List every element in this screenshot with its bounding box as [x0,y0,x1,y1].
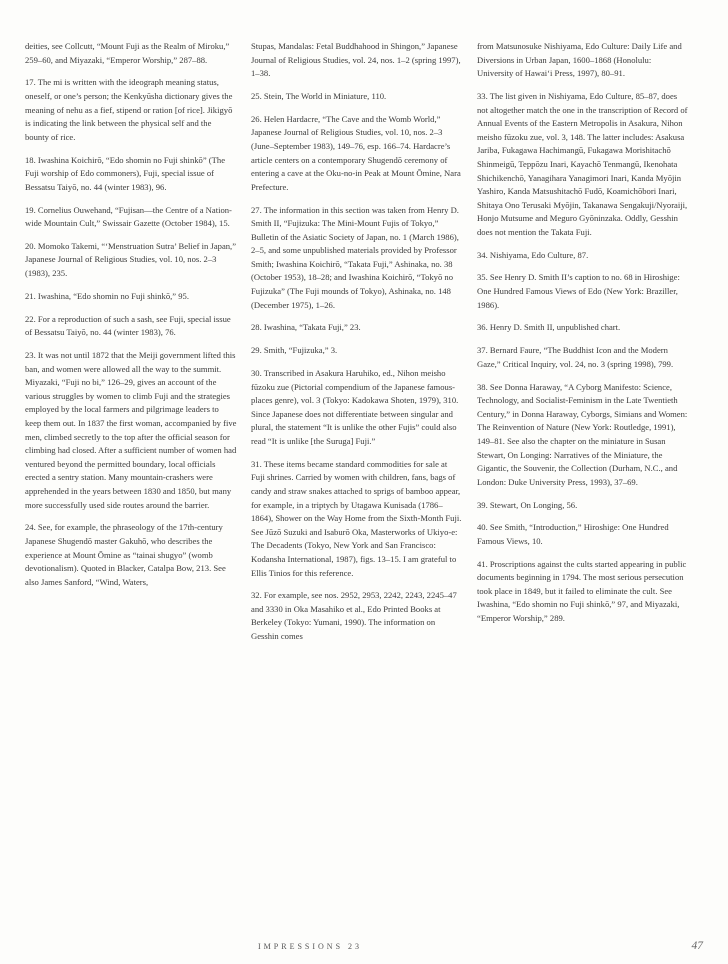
endnote: 21. Iwashina, “Edo shomin no Fuji shinkō,” 95. [25,290,189,301]
endnote: 27. The information in this section was taken from Henry D. Smith II, “Fujizuka: The Mini-Mount Fujis of Tokyo,” Bulletin of the Asiatic Society of Japan, no. 1 (March 1986), 2–5, and some unpublished materials provided by Professor Smith; Iwashina Koichirō, “Takata Fuji,” Ashinaka, no. 38 (October 1953), 18–28; and Iwashina Koichirō, “Tokyō no Fujizuka” (The Fuji mounds of Tokyo), Ashinaka, no. 148 (December 1975), 1–26. [251,204,459,310]
notes-column-right [477,40,689,635]
endnote: 26. Helen Hardacre, “The Cave and the Womb World,” Japanese Journal of Religious Studies, vol. 10, nos. 2–3 (June–September 1983), 149–76, esp. 166–74. Hardacre’s article centers on a contemporary Shugendō ceremony of entering a cave at the Oku-no-in Peak at Mount Ōmine, Nara Prefecture. [251,113,461,192]
endnote: Stupas, Mandalas: Fetal Buddhahood in Shingon,” Japanese Journal of Religious Studies, vol. 24, nos. 1–2 (spring 1997), 1–38. [251,41,461,79]
endnote: 29. Smith, “Fujizuka,” 3. [251,345,338,356]
endnote: 18. Iwashina Koichirō, “Edo shomin no Fuji shinkō” (The Fuji worship of Edo commoners), Fuji, special issue of Bessatsu Taiyō, no. 44 (winter 1983), 96. [25,154,226,192]
endnote: 39. Stewart, On Longing, 56. [477,499,578,510]
endnote: 19. Cornelius Ouwehand, “Fujisan—the Centre of a Nation-wide Mountain Cult,” Swissair Gazette (October 1984), 15. [25,204,232,229]
endnote: 41. Proscriptions against the cults started appearing in public documents beginning in 1794. The most serious persecution took place in 1849, but it failed to eliminate the cult. See Iwashina, “Edo shomin no Fuji shinkō,” 97, and Miyazaki, “Emperor Worship,” 289. [477,558,687,624]
endnote: 31. These items became standard commodities for sale at Fuji shrines. Carried by women with children, fans, bags of candy and straw snakes attached to sprigs of bamboo appear, for example, in a triptych by Utagawa Kunisada (1786–1864), Shower on the Way Home from the Sixth-Month Fuji. See Jūzō Suzuki and Isaburō Oka, Masterworks of Ukiyo-e: The Decadents (Tokyo, New York and San Francisco: Kodansha International, 1987), figs. 13–15. I am grateful to Ellis Tinios for this reference. [251,458,462,578]
endnote: deities, see Collcutt, “Mount Fuji as the Realm of Miroku,” 259–60, and Miyazaki, “Emperor Worship,” 287–88. [25,41,230,65]
endnote: 33. The list given in Nishiyama, Edo Culture, 85–87, does not altogether match the one in the transcription of Record of Annual Events of the Eastern Metropolis in Asakura, Nihon meisho fūzoku zue, vol. 3, 148. The latter includes: Asakusa Jariba, Fukagawa Hachimangū, Fukagawa Morishitachō Shinmeigū, Teppōzu Inari, Kayachō Tenmangū, Ikenohata Shichikenchō, Yanagihara Yanagimori Inari, Kanda Myōjin Yashiro, Kanda Matsushitachō Fudō, Koamichōbori Inari, Shitaya Ono Terusaki Myōjin, Takanawa Sengakuji/Nyoraiji, Honjo Mutsume and Meguro Gyōninzaka. Oddly, Gesshin does not mention the Takata Fuji. [477,90,688,237]
endnote: 20. Momoko Takemi, “‘Menstruation Sutra’ Belief in Japan,” Japanese Journal of Religious Studies, vol. 10, nos. 2–3 (1983), 235. [25,240,237,279]
endnote: 34. Nishiyama, Edo Culture, 87. [477,249,589,260]
endnote: 22. For a reproduction of such a sash, see Fuji, special issue of Bessatsu Taiyō, no. 44 (winter 1983), 76. [25,313,231,338]
page-footer [0,942,728,956]
journal-title: IMPRESSIONS 23 [258,942,363,951]
endnote: 30. Transcribed in Asakura Haruhiko, ed., Nihon meisho fūzoku zue (Pictorial compendium of the Japanese famous-places genre), vol. 3 (Tokyo: Kadokawa Shoten, 1979), 310. Since Japanese does not differentiate between singular and plural, the statement “It is unlike the other Fujis” could also read “It is unlike [the Suruga] Fuji.” [251,368,459,446]
endnote: 28. Iwashina, “Takata Fuji,” 23. [251,322,361,333]
endnote: 32. For example, see nos. 2952, 2953, 2242, 2243, 2245–47 and 3330 in Oka Masahiko et al., Edo Printed Books at Berkeley (Tokyo: Yumani, 1990). The information on Gesshin comes [251,590,457,642]
endnote: 24. See, for example, the phraseology of the 17th-century Japanese Shugendō master Gakuhō, who describes the experience at Mount Ōmine as “tainai shugyo” (womb devotionalism). Quoted in Blacker, Catalpa Bow, 213. See also James Sanford, “Wind, Waters, [25,522,226,587]
endnote: 25. Stein, The World in Miniature, 110. [251,90,387,101]
notes-column-left [25,40,237,598]
notes-column-middle [251,40,463,653]
endnote: from Matsunosuke Nishiyama, Edo Culture: Daily Life and Diversions in Urban Japan, 1600–1868 (Honolulu: University of Hawai‘i Press, 1997), 80–91. [477,41,682,79]
endnote: 36. Henry D. Smith II, unpublished chart. [477,322,621,333]
endnote: 23. It was not until 1872 that the Meiji government lifted this ban, and women were allowed all the way to the summit. Miyazaki, “Fuji no bi,” 126–29, gives an account of the various struggles by women to climb Fuji and the strategies employed by the local farmers and pilgrimage leaders to keep them out. In 1837 the first woman, accompanied by five men, climbed secretly to the top after the official season for climbing had closed. After a sufficient number of women had ventured beyond the permitted boundary, local officials erected a sentry station. Many mountain-crashers were apprehended in the years between 1830 and 1850, but many more successfully used side routes around the barrier. [25,350,237,510]
endnote: 38. See Donna Haraway, “A Cyborg Manifesto: Science, Technology, and Socialist-Feminism in the Late Twentieth Century,” in Donna Haraway, Cyborgs, Simians and Women: The Reinvention of Nature (New York: Routledge, 1991), 149–81. See also the chapter on the miniature in Susan Stewart, On Longing: Narratives of the Miniature, the Gigantic, the Souvenir, the Collection (Durham, N.C., and London: Duke University Press, 1993), 37–69. [477,381,688,487]
endnote: 37. Bernard Faure, “The Buddhist Icon and the Modern Gaze,” Critical Inquiry, vol. 24, no. 3 (spring 1998), 799. [477,345,674,369]
page-number: 47 [691,940,703,952]
endnote: 35. See Henry D. Smith II’s caption to no. 68 in Hiroshige: One Hundred Famous Views of Edo (New York: Braziller, 1986). [477,272,680,310]
endnote: 17. The mi is written with the ideograph meaning status, oneself, or one’s person; the Kenkyūsha dictionary gives the meaning of nehu as a fief, stipend or ration [of rice]. Jikigyō is indicating the link between the physical self and the bounty of rice. [25,77,233,142]
endnote: 40. See Smith, “Introduction,” Hiroshige: One Hundred Famous Views, 10. [477,522,669,546]
